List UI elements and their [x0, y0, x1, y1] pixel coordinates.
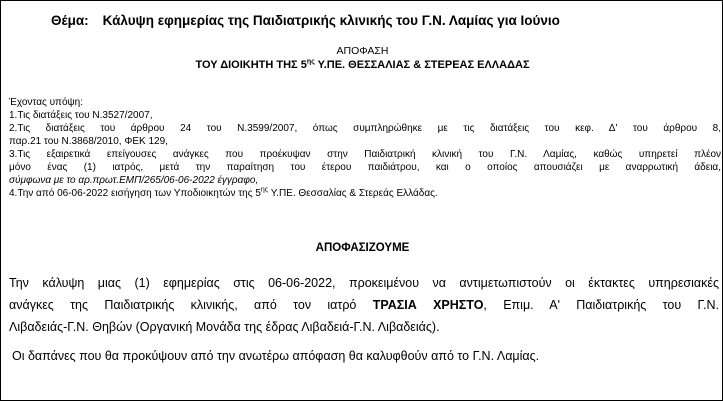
considering-item-4-sup: ης — [260, 187, 269, 194]
considering-item-4-pre: 4.Την από 06-06-2022 εισήγηση των Υποδιοικητών της 5 — [9, 188, 261, 199]
issuer-heading-pre: ΤΟΥ ΔΙΟΙΚΗΤΗ ΤΗΣ 5 — [195, 59, 307, 71]
decision-line-2-pre: ανάγκες της Παιδιατρικής κλινικής, από τον ιατρό — [9, 298, 357, 312]
considering-item-3a: 3.Τις εξαιρετικά επείγουσες ανάγκες που προέκυψαν στην Παιδιατρική κλινική του Γ.Ν. Λαμίας, καθώς υπηρετεί πλέον — [9, 149, 721, 160]
decision-line-1: Την κάλυψη μιας (1) εφημερίας στις 06-06-2022, προκειμένου να αντιμετωπιστούν οι έκτακτες υπηρεσιακές — [9, 276, 719, 290]
subject-line — [51, 13, 560, 28]
decision-line-3: Λιβαδειάς-Γ.Ν. Θηβών (Οργανική Μονάδα της έδρας Λιβαδειά-Γ.Ν. Λιβαδειάς). — [9, 320, 440, 334]
decision-heading: ΑΠΟΦΑΣΗ — [336, 45, 389, 57]
issuer-heading — [1, 59, 723, 71]
costs-line: Οι δαπάνες που θα προκύψουν από την ανωτέρω απόφαση θα καλυφθούν από το Γ.Ν. Λαμίας. — [12, 349, 540, 363]
issuer-heading-post: Υ.ΠΕ. ΘΕΣΣΑΛΙΑΣ & ΣΤΕΡΕΑΣ ΕΛΛΑΔΑΣ — [314, 59, 530, 71]
subject-label: Θέμα: — [51, 13, 89, 28]
decision-body — [9, 272, 719, 338]
considering-item-3c: σύμφωνα με το αρ.πρωτ.ΕΜΠ/265/06-06-2022 έγγραφο, — [9, 175, 259, 186]
considering-item-4 — [9, 187, 721, 200]
considering-item-1: 1.Τις διατάξεις του Ν.3527/2007, — [9, 110, 153, 121]
decision-title: ΑΠΟΦΑΣΙΖΟΥΜΕ — [315, 242, 410, 254]
considering-item-2b: παρ.21 του Ν.3868/2010, ΦΕΚ 129, — [9, 136, 168, 147]
considering-section — [9, 96, 721, 200]
decision-line-2 — [9, 294, 719, 316]
considering-item-4-post: Υ.ΠΕ. Θεσσαλίας & Στερεάς Ελλάδας. — [268, 188, 438, 199]
subject-text: Κάλυψη εφημερίας της Παιδιατρικής κλινικής του Γ.Ν. Λαμίας για Ιούνιο — [102, 13, 560, 28]
considering-item-3b: μόνο ένας (1) ιατρός, μετά την παραίτηση του έτερου παιδιάτρου, και ο οποίος απουσιάζει με αναρρωτική άδεια, — [9, 162, 721, 173]
doctor-name: ΤΡΑΣΙΑ ΧΡΗΣΤΟ — [372, 298, 484, 312]
considering-title: Έχοντας υπόψη: — [9, 97, 83, 108]
decision-line-2-post: , Επιμ. Α' Παιδιατρικής του Γ.Ν. — [483, 298, 719, 312]
considering-item-2a: 2.Τις διατάξεις του άρθρου 24 του Ν.3599/2007, όπως συμπληρώθηκε με τις διατάξεις του κεφ. Δ' του άρθρου 8, — [9, 123, 721, 134]
issuer-heading-sup: ης — [306, 58, 315, 66]
